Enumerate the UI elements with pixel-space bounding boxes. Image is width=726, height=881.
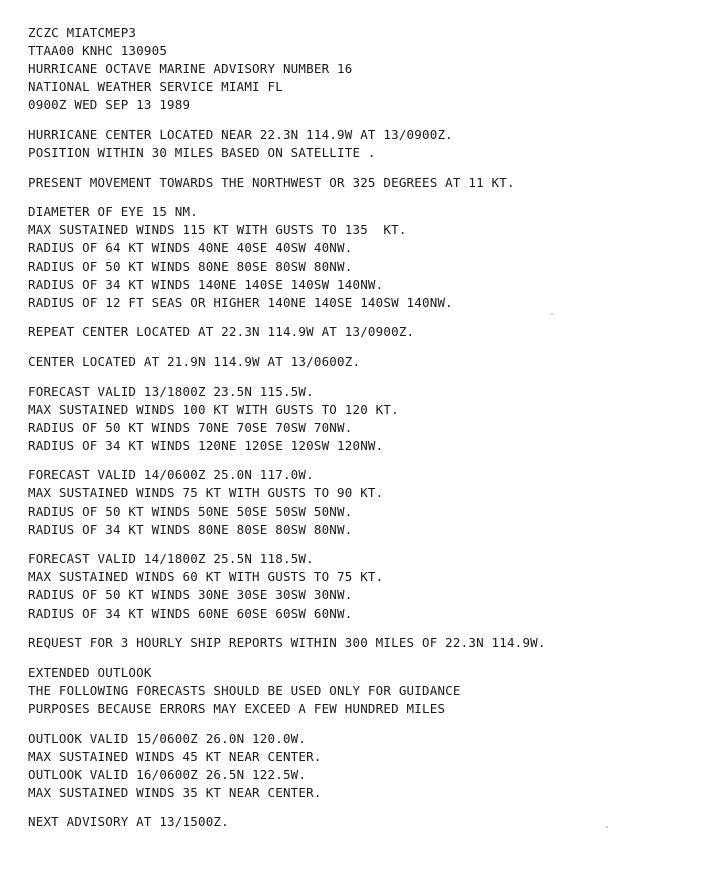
paragraph-gap [28, 623, 718, 635]
paragraph-gap [28, 114, 718, 126]
advisory-paragraph [28, 730, 718, 802]
advisory-line: RADIUS OF 12 FT SEAS OR HIGHER 140NE 140SE 140SW 140NW. [28, 294, 453, 310]
advisory-paragraph [28, 550, 718, 622]
advisory-line: 0900Z WED SEP 13 1989 [28, 97, 191, 113]
advisory-text [28, 24, 718, 831]
advisory-line: RADIUS OF 64 KT WINDS 40NE 40SE 40SW 40NW. [28, 240, 353, 256]
paragraph-gap [28, 802, 718, 814]
advisory-line: RADIUS OF 50 KT WINDS 30NE 30SE 30SW 30NW. [28, 587, 353, 603]
advisory-line: FORECAST VALID 14/1800Z 25.5N 118.5W. [28, 551, 314, 567]
advisory-line: RADIUS OF 50 KT WINDS 80NE 80SE 80SW 80NW. [28, 258, 353, 274]
advisory-line: OUTLOOK VALID 15/0600Z 26.0N 120.0W. [28, 730, 307, 746]
paragraph-gap [28, 718, 718, 730]
advisory-line: REQUEST FOR 3 HOURLY SHIP REPORTS WITHIN 300 MILES OF 22.3N 114.9W. [28, 635, 546, 651]
advisory-line: ZCZC MIATCMEP3 [28, 25, 137, 40]
paragraph-gap [28, 455, 718, 467]
paragraph-gap [28, 652, 718, 664]
advisory-line: TTAA00 KNHC 130905 [28, 43, 168, 59]
advisory-paragraph [28, 664, 718, 718]
paragraph-gap [28, 539, 718, 551]
scan-speck [551, 313, 553, 315]
paragraph-gap [28, 341, 718, 353]
advisory-paragraph [28, 383, 718, 455]
advisory-line: FORECAST VALID 13/1800Z 23.5N 115.5W. [28, 383, 314, 399]
advisory-line: MAX SUSTAINED WINDS 45 KT NEAR CENTER. [28, 748, 322, 764]
advisory-line: REPEAT CENTER LOCATED AT 22.3N 114.9W AT 13/0900Z. [28, 324, 415, 340]
advisory-paragraph [28, 466, 718, 538]
advisory-line: RADIUS OF 50 KT WINDS 70NE 70SE 70SW 70NW. [28, 419, 353, 435]
advisory-line: RADIUS OF 34 KT WINDS 60NE 60SE 60SW 60NW. [28, 605, 353, 621]
advisory-paragraph [28, 323, 718, 341]
advisory-line: RADIUS OF 50 KT WINDS 50NE 50SE 50SW 50NW. [28, 503, 353, 519]
advisory-line: HURRICANE CENTER LOCATED NEAR 22.3N 114.9W AT 13/0900Z. [28, 126, 453, 142]
scan-speck [606, 826, 608, 828]
advisory-line: CENTER LOCATED AT 21.9N 114.9W AT 13/0600Z. [28, 353, 361, 369]
advisory-line: DIAMETER OF EYE 15 NM. [28, 204, 198, 220]
advisory-paragraph [28, 634, 718, 652]
advisory-line: FORECAST VALID 14/0600Z 25.0N 117.0W. [28, 467, 314, 483]
paragraph-gap [28, 162, 718, 174]
paragraph-gap [28, 312, 718, 324]
advisory-line: NEXT ADVISORY AT 13/1500Z. [28, 814, 229, 830]
advisory-paragraph [28, 813, 718, 831]
advisory-line: NATIONAL WEATHER SERVICE MIAMI FL [28, 79, 283, 95]
advisory-paragraph [28, 203, 718, 312]
advisory-line: RADIUS OF 34 KT WINDS 140NE 140SE 140SW 140NW. [28, 276, 384, 292]
advisory-line: MAX SUSTAINED WINDS 35 KT NEAR CENTER. [28, 784, 322, 800]
advisory-paragraph [28, 174, 718, 192]
paragraph-gap [28, 371, 718, 383]
advisory-line: POSITION WITHIN 30 MILES BASED ON SATELLITE . [28, 145, 376, 161]
advisory-paragraph [28, 24, 718, 114]
paragraph-gap [28, 192, 718, 204]
advisory-line: PURPOSES BECAUSE ERRORS MAY EXCEED A FEW HUNDRED MILES [28, 700, 446, 716]
advisory-line: MAX SUSTAINED WINDS 75 KT WITH GUSTS TO 90 KT. [28, 485, 384, 501]
advisory-line: THE FOLLOWING FORECASTS SHOULD BE USED ONLY FOR GUIDANCE [28, 682, 461, 698]
advisory-line: HURRICANE OCTAVE MARINE ADVISORY NUMBER 16 [28, 61, 353, 77]
advisory-line: MAX SUSTAINED WINDS 100 KT WITH GUSTS TO 120 KT. [28, 401, 399, 417]
advisory-line: RADIUS OF 34 KT WINDS 120NE 120SE 120SW 120NW. [28, 437, 384, 453]
advisory-line: EXTENDED OUTLOOK [28, 664, 152, 680]
advisory-line: PRESENT MOVEMENT TOWARDS THE NORTHWEST OR 325 DEGREES AT 11 KT. [28, 174, 515, 190]
advisory-line: RADIUS OF 34 KT WINDS 80NE 80SE 80SW 80NW. [28, 521, 353, 537]
advisory-paragraph [28, 353, 718, 371]
advisory-line: MAX SUSTAINED WINDS 60 KT WITH GUSTS TO 75 KT. [28, 569, 384, 585]
advisory-line: MAX SUSTAINED WINDS 115 KT WITH GUSTS TO 135 KT. [28, 222, 407, 238]
advisory-line: OUTLOOK VALID 16/0600Z 26.5N 122.5W. [28, 766, 307, 782]
advisory-paragraph [28, 126, 718, 162]
